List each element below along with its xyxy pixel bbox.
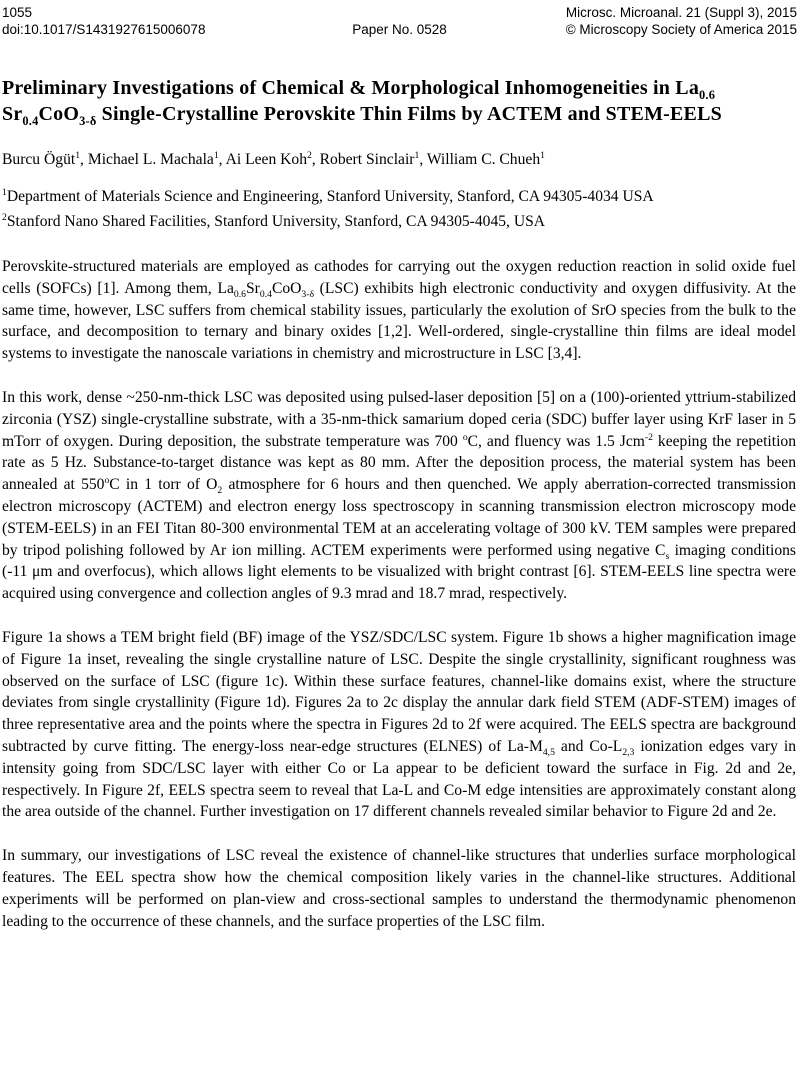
author-list: Burcu Ögüt$^1$, Michael L. Machala$^1$, Ai Leen Koh$^2$, Robert Sinclair$^1$, William C. Chueh$^1$ <box>2 149 545 168</box>
paper-title: Preliminary Investigations of Chemical & Morphological Inhomogeneities in $La_{0.6}$ $Sr_{0.4}CoO_{3-\delta}$ Single-Crystalline Perovskite Thin Films by ACTEM and STEM-EELS <box>2 77 722 128</box>
copyright-notice: © Microscopy Society of America 2015 <box>565 22 797 37</box>
affiliation: $^2$Stanford Nano Shared Facilities, Stanford University, Stanford, CA 94305-4045, USA <box>2 211 546 230</box>
page-number: 1055 <box>2 5 33 20</box>
paper-number: Paper No. 0528 <box>352 22 447 37</box>
doi: doi:10.1017/S1431927615006078 <box>2 22 206 37</box>
journal-citation: Microsc. Microanal. 21 (Suppl 3), 2015 <box>565 5 797 20</box>
header-center <box>352 4 447 38</box>
affiliation: $^1$Department of Materials Science and Engineering, Stanford University, Stanford, CA 94305-4034 USA <box>2 186 654 205</box>
body-paragraph: In this work, dense ~250-nm-thick LSC was deposited using pulsed-laser deposition [5] on a (100)-oriented yttrium-stabilized zirconia (YSZ) single-crystalline substrate, with a 35-nm-thick samarium doped ceria (SDC) buffer layer using KrF laser in 5 mTorr of oxygen. During deposition, the substrate temperature was 700 $^o$C, and fluency was 1.5 Jcm$^{-2}$ keeping the repetition rate as 5 Hz. Substance-to-target distance was kept as 80 mm. After the deposition process, the material system has been annealed at 550$^o$C in 1 torr of $O_2$ atmosphere for 6 hours and then quenched. We apply aberration-corrected transmission electron microscopy (ACTEM) and electron energy loss spectroscopy in scanning transmission electron microscopy mode (STEM-EELS) in an FEI Titan 80-300 environmental TEM at an accelerating voltage of 300 kV. TEM samples were prepared by tripod polishing followed by Ar ion milling. ACTEM experiments were performed using negative $C_s$ imaging conditions (-11 μm and overfocus), which allows light elements to be visualized with bright contrast [6]. STEM-EELS line spectra were acquired using convergence and collection angles of 9.3 mrad and 18.7 mrad, respectively. <box>2 388 796 603</box>
header-left <box>2 4 352 38</box>
body-paragraph: Figure 1a shows a TEM bright field (BF) image of the YSZ/SDC/LSC system. Figure 1b shows a higher magnification image of Figure 1a inset, revealing the single crystalline nature of LSC. Despite the single crystallinity, significant roughness was observed on the surface of LSC (figure 1c). Within these surface features, channel-like domains exist, where the structure deviates from single crystallinity (Figure 1d). Figures 2a to 2c display the annular dark field STEM (ADF-STEM) images of three representative area and the points where the spectra in Figures 2d to 2f were acquired. The EELS spectra are background subtracted by curve fitting. The energy-loss near-edge structures (ELNES) of $La-M_{4,5}$ and $Co-L_{2,3}$ ionization edges vary in intensity going from SDC/LSC layer with either Co or La appear to be deficient toward the surface in Fig. 2d and 2e, respectively. In Figure 2f, EELS spectra seem to reveal that La-L and Co-M edge intensities are approximately constant along the area outside of the channel. Further investigation on 17 different channels revealed similar behavior to Figure 2d and 2e. <box>2 628 797 821</box>
body-paragraph: In summary, our investigations of LSC reveal the existence of channel-like structures that underlies surface morphological features. The EEL spectra show how the chemical composition likely varies in the channel-like structures. Additional experiments will be performed on plan-view and cross-sectional samples to understand the thermodynamic phenomenon leading to the occurrence of these channels, and the surface properties of the LSC film. <box>2 847 796 930</box>
header-right <box>447 4 797 38</box>
paper-body <box>0 75 800 932</box>
page-header <box>0 0 800 38</box>
affiliation-list <box>2 184 796 234</box>
body-paragraph: Perovskite-structured materials are employed as cathodes for carrying out the oxygen reduction reaction in solid oxide fuel cells (SOFCs) [1]. Among them, $La_{0.6}Sr_{0.4}CoO_{3-\delta}$ (LSC) exhibits high electronic conductivity and oxygen diffusivity. At the same time, however, LSC suffers from chemical stability issues, particularly the exolution of SrO species from the bulk to the surface, and decomposition to ternary and binary oxides [1,2]. Well-ordered, single-crystalline thin films are ideal model systems to investigate the nanoscale variations in chemistry and microstructure in LSC [3,4]. <box>2 258 796 363</box>
